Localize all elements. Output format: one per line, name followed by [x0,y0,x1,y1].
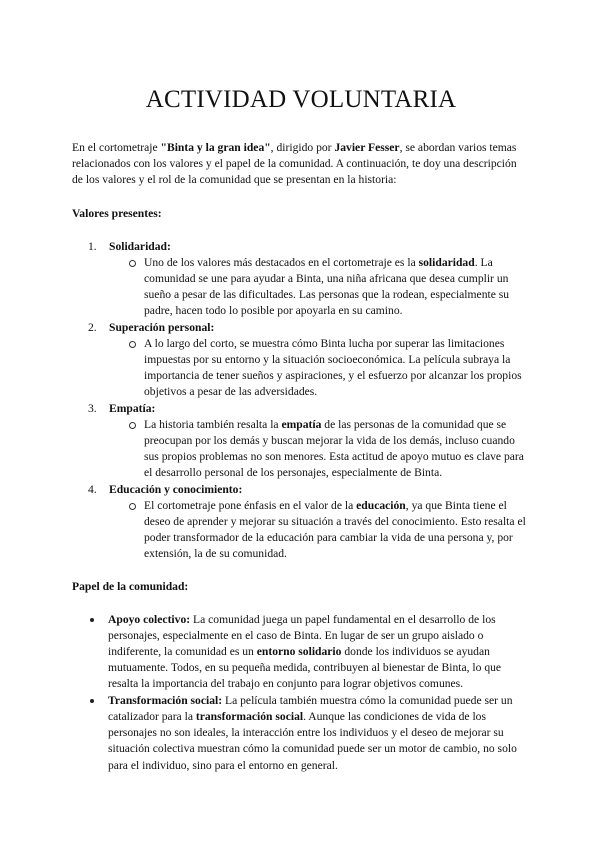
value-description [109,336,530,401]
director-name: Javier Fesser [334,141,400,154]
value-text: de las personas de la comunidad que se preocupan por los demás y buscan mejorar la vida de los demás, incluso cuando sus propios problemas no son menores. Esta actitud de apoyo mutuo es clave para el desarrollo personal de los personajes, especialmente de Binta. [144,417,524,480]
value-keyword: educación [356,498,406,512]
community-heading: Papel de la comunidad: [72,579,189,593]
film-title: "Binta y la gran idea" [160,141,271,154]
value-keyword: empatía [281,417,322,431]
values-heading: Valores presentes: [72,206,162,220]
community-text: . Aunque las condiciones de vida de los personajes no son ideales, la interacción entre los individuos y el deseo de mejorar su situación colectiva muestran cómo la comunidad puede ser un motor de cambio, no solo para el individuo, sino para el entorno en general. [108,709,517,772]
community-text: La película también muestra cómo la comunidad puede ser un catalizador para la [108,693,513,723]
community-item [72,693,530,774]
value-keyword: solidaridad [418,255,475,269]
circle-bullet-icon [129,260,136,267]
value-text: Uno de los valores más destacados en el cortometraje es la [144,255,419,269]
value-title: Empatía: [109,401,156,415]
bullet-icon [90,699,94,703]
value-description [109,417,530,482]
bullet-icon [90,618,94,622]
value-title: Solidaridad: [109,239,171,253]
community-item-title: Apoyo colectivo: [108,612,191,626]
value-description [109,498,530,563]
value-text: , ya que Binta tiene el deseo de aprender y mejorar su situación a través del conocimiento. Esto resalta el poder transformador de la educación para cambiar la vida de una persona y, por extensión, la de su comunidad. [144,498,526,561]
list-number: 3. [88,401,97,415]
intro-paragraph [72,140,530,189]
value-item [72,482,530,563]
community-keyword: transformación social [195,709,304,723]
value-title: Educación y conocimiento: [109,482,243,496]
value-text: La historia también resalta la [144,417,282,431]
list-number: 4. [88,482,97,496]
circle-bullet-icon [129,422,136,429]
list-number: 2. [88,320,97,334]
community-keyword: entorno solidario [256,645,342,659]
value-text: A lo largo del corto, se muestra cómo Binta lucha por superar las limitaciones impuestas por su entorno y la situación socioeconómica. La película subraya la importancia de tener sueños y aspiraciones, y el esfuerzo por alcanzar los propios objetivos a pesar de las adversidades. [144,336,522,399]
list-number: 1. [88,239,97,253]
community-item [72,612,530,693]
value-item [72,401,530,482]
values-list [72,239,530,563]
community-text: donde los individuos se ayudan mutuamente. Todos, en su pequeña medida, contribuyen al bienestar de Binta, lo que resalta la importancia del trabajo en conjunto para lograr objetivos comunes. [108,645,502,691]
intro-text-1: En el cortometraje [72,141,161,154]
community-list [72,612,530,774]
intro-text-2: , dirigido por [270,141,335,154]
community-text: La comunidad juega un papel fundamental en el desarrollo de los personajes, especialmente en el caso de Binta. En lugar de ser un grupo aislado o indiferente, la comunidad es un [108,612,496,659]
value-text: El cortometraje pone énfasis en el valor de la [144,498,357,512]
intro-text-3: , se abordan varios temas relacionados con los valores y el papel de la comunidad. A continuación, te doy una descripción de los valores y el rol de la comunidad que se presentan en la historia: [72,141,517,187]
circle-bullet-icon [129,503,136,510]
community-item-title: Transformación social: [108,693,223,707]
circle-bullet-icon [129,341,136,348]
value-text: . La comunidad se une para ayudar a Binta, una niña africana que desea cumplir un sueño a pesar de las dificultades. Las personas que la rodean, especialmente su padre, hacen todo lo posible por apoyarla en su camino. [144,255,510,318]
page-title: ACTIVIDAD VOLUNTARIA [145,86,457,113]
value-item [72,239,530,320]
value-description [109,255,530,320]
value-title: Superación personal: [109,320,215,334]
value-item [72,320,530,401]
